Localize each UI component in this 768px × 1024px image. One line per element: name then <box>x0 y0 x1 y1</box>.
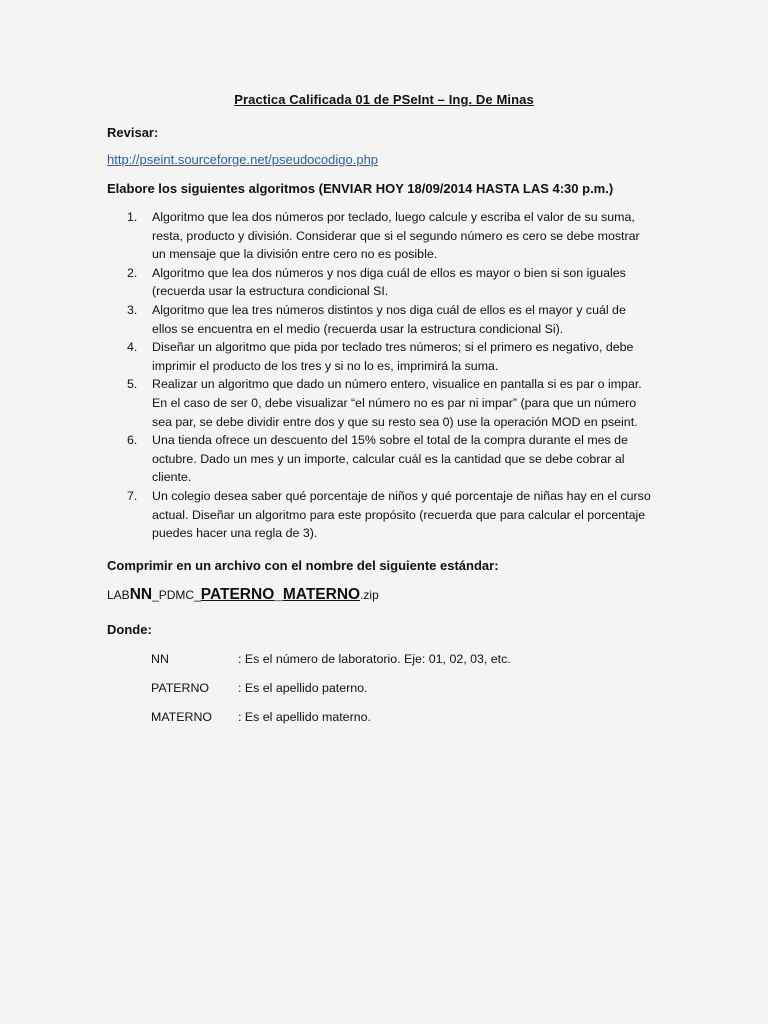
task-line: Una tienda ofrece un descuento del 15% sobre el total de la compra durante el mes de <box>152 433 628 448</box>
compress-instruction: Comprimir en un archivo con el nombre del siguiente estándar: <box>107 558 499 573</box>
definition-desc: : Es el número de laboratorio. Eje: 01, 02, 03, etc. <box>238 652 511 666</box>
definition-term: NN <box>151 652 169 666</box>
task-number: 3. <box>127 302 138 317</box>
definition-term: PATERNO <box>151 681 210 695</box>
task-line: octubre. Dado un mes y un importe, calcular cuál es la cantidad que se debe cobrar al <box>152 451 625 466</box>
task-line: un mensaje que la división entre cero no es posible. <box>152 247 438 262</box>
task-line: Algoritmo que lea tres números distintos y nos diga cuál de ellos es el mayor y cuál de <box>152 302 626 317</box>
task-line: En el caso de ser 0, debe visualizar “el número no es par ni impar” (para que un número <box>152 395 637 410</box>
task-number: 1. <box>127 210 138 224</box>
definition-term: MATERNO <box>151 710 213 724</box>
donde-label: Donde: <box>107 622 152 637</box>
task-line: Algoritmo que lea dos números por teclado, luego calcule y escriba el valor de su suma, <box>152 210 635 224</box>
task-line: actual. Diseñar un algoritmo para este propósito (recuerda que para calcular el porcentaje <box>152 507 646 522</box>
task-line: Algoritmo que lea dos números y nos diga cuál de ellos es mayor o bien si son iguales <box>152 265 626 280</box>
filename-pattern <box>107 586 379 604</box>
task-number: 4. <box>127 340 138 355</box>
filename-lab: LAB <box>107 588 130 602</box>
task-line: imprimir el producto de los tres y si no lo es, imprimirá la suma. <box>152 358 499 373</box>
task-item-1 <box>107 208 667 264</box>
task-number: 6. <box>127 433 138 448</box>
task-line: Un colegio desea saber qué porcentaje de niños y qué porcentaje de niñas hay en el curso <box>152 488 651 503</box>
task-item-6 <box>107 431 667 487</box>
instructions-heading: Elabore los siguientes algoritmos (ENVIAR HOY 18/09/2014 HASTA LAS 4:30 p.m.) <box>107 181 614 196</box>
task-line: Realizar un algoritmo que dado un número entero, visualice en pantalla si es par o impar. <box>152 377 642 392</box>
filename-materno: MATERNO <box>282 586 361 603</box>
task-item-5 <box>107 375 667 431</box>
task-item-4 <box>107 338 667 375</box>
task-list <box>107 208 667 543</box>
filename-pdmc: _PDMC_ <box>152 588 201 602</box>
filename-paterno: PATERNO <box>200 586 275 603</box>
filename-extension: .zip <box>360 588 379 602</box>
filename-nn: NN <box>129 586 153 603</box>
task-number: 5. <box>127 377 138 392</box>
document-title: Practica Calificada 01 de PSeInt – Ing. De Minas <box>234 92 534 107</box>
definition-desc: : Es el apellido paterno. <box>238 681 368 695</box>
task-line: resta, producto y división. Considerar que si el segundo número es cero se debe mostrar <box>152 228 640 243</box>
task-item-2 <box>107 264 667 301</box>
task-line: ellos se encuentra en el medio (recuerda usar la estructura condicional Si). <box>152 321 564 336</box>
task-number: 7. <box>127 488 138 503</box>
filename-underscore: _ <box>274 586 283 603</box>
task-item-3 <box>107 301 667 338</box>
task-line: cliente. <box>152 470 192 485</box>
task-number: 2. <box>127 265 138 280</box>
definition-desc: : Es el apellido materno. <box>238 710 371 724</box>
task-line: puedes hacer una regla de 3). <box>152 526 318 541</box>
pseint-link[interactable]: http://pseint.sourceforge.net/pseudocodigo.php <box>107 152 379 167</box>
revisar-label: Revisar: <box>107 125 159 140</box>
task-item-7 <box>107 487 667 543</box>
task-line: (recuerda usar la estructura condicional SI. <box>152 284 389 299</box>
task-line: Diseñar un algoritmo que pida por teclado tres números; si el primero es negativo, debe <box>152 340 634 355</box>
task-line: sea par, se debe dividir entre dos y que su resto sea 0) use la operación MOD en pseint. <box>152 414 638 429</box>
